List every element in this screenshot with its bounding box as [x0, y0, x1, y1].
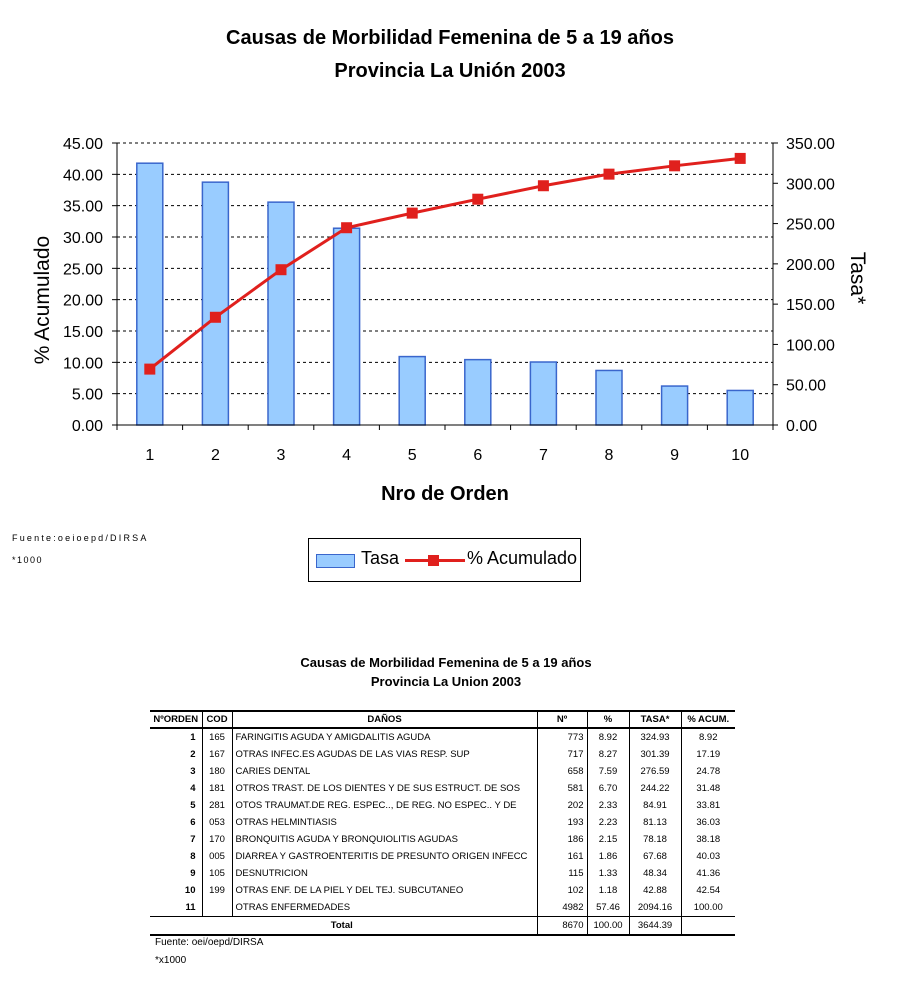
- table-row: [150, 797, 735, 814]
- marker-acumulado: [472, 194, 483, 205]
- table-cell: OTRAS INFEC.ES AGUDAS DE LAS VIAS RESP. SUP: [232, 746, 537, 763]
- y-tick-label-right: 200.00: [786, 256, 835, 274]
- header-tasa: TASA*: [629, 711, 681, 728]
- header-orden: NºORDEN: [150, 711, 202, 728]
- x-tick-label: 2: [210, 447, 220, 464]
- table-cell: 38.18: [681, 831, 735, 848]
- table-row: [150, 763, 735, 780]
- bar-tasa: [530, 362, 556, 425]
- table-cell: OTRAS ENF. DE LA PIEL Y DEL TEJ. SUBCUTANEO: [232, 882, 537, 899]
- table-cell: 3: [190, 766, 196, 777]
- table-cell: 17.19: [681, 746, 735, 763]
- table-cell: 2.33: [587, 797, 629, 814]
- table-row: [150, 899, 735, 917]
- table-cell: 301.39: [629, 746, 681, 763]
- x-tick-label: 6: [473, 447, 483, 464]
- table-cell: 167: [202, 746, 232, 763]
- table-cell: 81.13: [629, 814, 681, 831]
- bar-tasa: [727, 390, 753, 425]
- table-cell: DIARREA Y GASTROENTERITIS DE PRESUNTO ORIGEN INFECC: [232, 848, 537, 865]
- table-cell: 42.54: [681, 882, 735, 899]
- table-cell: 84.91: [629, 797, 681, 814]
- total-n: 8670: [537, 917, 587, 936]
- table-cell: OTRAS HELMINTIASIS: [232, 814, 537, 831]
- table-cell: 658: [537, 763, 587, 780]
- table-cell: 67.68: [629, 848, 681, 865]
- y-axis-title-right: Tasa*: [846, 251, 869, 305]
- marker-acumulado: [735, 153, 746, 164]
- table-cell: 202: [537, 797, 587, 814]
- marker-acumulado: [210, 312, 221, 323]
- y-tick-label-left: 5.00: [71, 386, 103, 404]
- y-tick-label-right: 150.00: [786, 297, 835, 315]
- x-tick-label: 3: [276, 447, 286, 464]
- y-tick-label-left: 40.00: [62, 167, 103, 185]
- y-tick-label-left: 15.00: [62, 324, 103, 341]
- morbidity-table: [150, 710, 735, 936]
- table-cell: 324.93: [629, 728, 681, 746]
- marker-acumulado: [407, 208, 418, 219]
- bar-tasa: [334, 228, 360, 425]
- table-title: Causas de Morbilidad Femenina de 5 a 19 años: [300, 655, 592, 670]
- y-tick-label-left: 0.00: [71, 418, 103, 435]
- table-cell: 2.15: [587, 831, 629, 848]
- table-cell: 115: [537, 865, 587, 882]
- marker-acumulado: [538, 180, 549, 191]
- chart-title: Causas de Morbilidad Femenina de 5 a 19 años: [226, 27, 674, 49]
- y-tick-label-right: 350.00: [786, 136, 835, 153]
- table-cell: 1: [190, 732, 196, 743]
- table-cell: 1.18: [587, 882, 629, 899]
- marker-acumulado: [341, 222, 352, 233]
- table-cell: OTROS TRAST. DE LOS DIENTES Y DE SUS ESTRUCT. DE SOS: [232, 780, 537, 797]
- chart-source: Fuente:oeioepd/DIRSA: [12, 533, 149, 543]
- table-cell: 8.92: [587, 728, 629, 746]
- table-row: [150, 882, 735, 899]
- marker-acumulado: [669, 160, 680, 171]
- table-cell: 41.36: [681, 865, 735, 882]
- table-cell: 105: [202, 865, 232, 882]
- table-cell: DESNUTRICION: [232, 865, 537, 882]
- total-label: Total: [150, 917, 537, 936]
- bar-tasa: [202, 182, 228, 425]
- table-cell: 005: [202, 848, 232, 865]
- table-cell: 4: [190, 783, 196, 794]
- table-cell: 4982: [537, 899, 587, 917]
- y-tick-label-left: 20.00: [62, 292, 103, 310]
- table-cell: 78.18: [629, 831, 681, 848]
- table-cell: 36.03: [681, 814, 735, 831]
- table-cell: 8.92: [681, 728, 735, 746]
- table-cell: 8: [190, 851, 196, 862]
- bar-tasa: [137, 163, 163, 425]
- line-acumulado: [150, 158, 740, 369]
- table-cell: 199: [202, 882, 232, 899]
- table-cell: 33.81: [681, 797, 735, 814]
- table-cell: 11: [185, 902, 196, 913]
- table-cell: 161: [537, 848, 587, 865]
- table-cell: 40.03: [681, 848, 735, 865]
- table-cell: 7.59: [587, 763, 629, 780]
- chart-note: *1000: [12, 555, 44, 565]
- total-acum: [681, 917, 735, 936]
- table-cell: 165: [202, 728, 232, 746]
- table-row: [150, 865, 735, 882]
- header-cod: COD: [202, 711, 232, 728]
- table-cell: 6: [190, 817, 196, 828]
- table-cell: 2.23: [587, 814, 629, 831]
- table-row: [150, 780, 735, 797]
- header-danos: DAÑOS: [232, 711, 537, 728]
- table-cell: 24.78: [681, 763, 735, 780]
- table-cell: 1.33: [587, 865, 629, 882]
- table-row: [150, 814, 735, 831]
- y-tick-label-right: 100.00: [786, 337, 835, 355]
- chart-legend: [308, 538, 581, 582]
- table-cell: 6.70: [587, 780, 629, 797]
- table-cell: 5: [190, 800, 196, 811]
- total-tasa: 3644.39: [629, 917, 681, 936]
- table-source: Fuente: oei/oepd/DIRSA: [155, 937, 264, 948]
- total-pct: 100.00: [587, 917, 629, 936]
- table-row: [150, 831, 735, 848]
- table-cell: 581: [537, 780, 587, 797]
- x-tick-label: 9: [670, 447, 680, 464]
- table-cell: 42.88: [629, 882, 681, 899]
- table-cell: BRONQUITIS AGUDA Y BRONQUIOLITIS AGUDAS: [232, 831, 537, 848]
- table-cell: OTRAS ENFERMEDADES: [232, 899, 537, 917]
- table-cell: 181: [202, 780, 232, 797]
- table-header-row: [150, 711, 735, 728]
- y-tick-label-left: 25.00: [62, 261, 103, 279]
- x-tick-label: 4: [342, 447, 352, 464]
- y-tick-label-right: 50.00: [786, 377, 827, 395]
- table-cell: FARINGITIS AGUDA Y AMIGDALITIS AGUDA: [232, 728, 537, 746]
- legend-swatch-acumulado-marker: [428, 555, 439, 566]
- x-tick-label: 1: [145, 447, 155, 464]
- bar-tasa: [268, 202, 294, 425]
- table-cell: [202, 899, 232, 917]
- table-cell: 281: [202, 797, 232, 814]
- table-total-row: [150, 917, 735, 936]
- table-cell: 8.27: [587, 746, 629, 763]
- table-cell: 2: [190, 749, 196, 760]
- y-tick-label-right: 300.00: [786, 176, 835, 194]
- bar-tasa: [399, 357, 425, 425]
- y-axis-title-left: % Acumulado: [31, 235, 54, 365]
- y-tick-label-left: 30.00: [62, 230, 103, 247]
- y-tick-label-right: 250.00: [786, 216, 835, 234]
- table-cell: 9: [190, 868, 196, 879]
- x-tick-label: 10: [731, 447, 750, 464]
- bar-tasa: [596, 370, 622, 425]
- table-subtitle: Provincia La Union 2003: [370, 674, 522, 689]
- table-cell: 244.22: [629, 780, 681, 797]
- table-row: [150, 848, 735, 865]
- chart-subtitle: Provincia La Unión 2003: [334, 60, 566, 82]
- table-note: *x1000: [155, 955, 187, 966]
- table-cell: 48.34: [629, 865, 681, 882]
- table-cell: 773: [537, 728, 587, 746]
- table-cell: 31.48: [681, 780, 735, 797]
- table-cell: 1.86: [587, 848, 629, 865]
- marker-acumulado: [144, 364, 155, 375]
- y-tick-label-left: 35.00: [62, 198, 103, 216]
- table-cell: 170: [202, 831, 232, 848]
- bar-tasa: [465, 360, 491, 425]
- x-axis-title: Nro de Orden: [381, 483, 509, 505]
- table-cell: 102: [537, 882, 587, 899]
- table-cell: OTOS TRAUMAT.DE REG. ESPEC.., DE REG. NO ESPEC.. Y DE: [232, 797, 537, 814]
- table-cell: 053: [202, 814, 232, 831]
- legend-swatch-tasa: [316, 554, 355, 568]
- table-row: [150, 728, 735, 746]
- table-cell: 180: [202, 763, 232, 780]
- table-cell: 10: [184, 885, 196, 896]
- table-cell: 186: [537, 831, 587, 848]
- legend-label-acumulado: % Acumulado: [467, 548, 578, 568]
- table-cell: 276.59: [629, 763, 681, 780]
- x-tick-label: 5: [407, 447, 417, 464]
- table-cell: 57.46: [587, 899, 629, 917]
- x-tick-label: 8: [604, 447, 614, 464]
- y-tick-label-right: 0.00: [786, 418, 818, 435]
- table-cell: CARIES DENTAL: [232, 763, 537, 780]
- y-tick-label-left: 10.00: [62, 355, 103, 373]
- legend-label-tasa: Tasa: [361, 548, 400, 568]
- y-tick-label-left: 45.00: [62, 136, 103, 153]
- table-cell: 7: [190, 834, 196, 845]
- header-n: Nº: [537, 711, 587, 728]
- header-acum: % ACUM.: [681, 711, 735, 728]
- marker-acumulado: [604, 169, 615, 180]
- table-cell: 717: [537, 746, 587, 763]
- table-cell: 100.00: [681, 899, 735, 917]
- marker-acumulado: [276, 264, 287, 275]
- header-pct: %: [587, 711, 629, 728]
- table-cell: 2094.16: [629, 899, 681, 917]
- table-row: [150, 746, 735, 763]
- table-cell: 193: [537, 814, 587, 831]
- bar-tasa: [662, 386, 688, 425]
- x-tick-label: 7: [538, 447, 548, 464]
